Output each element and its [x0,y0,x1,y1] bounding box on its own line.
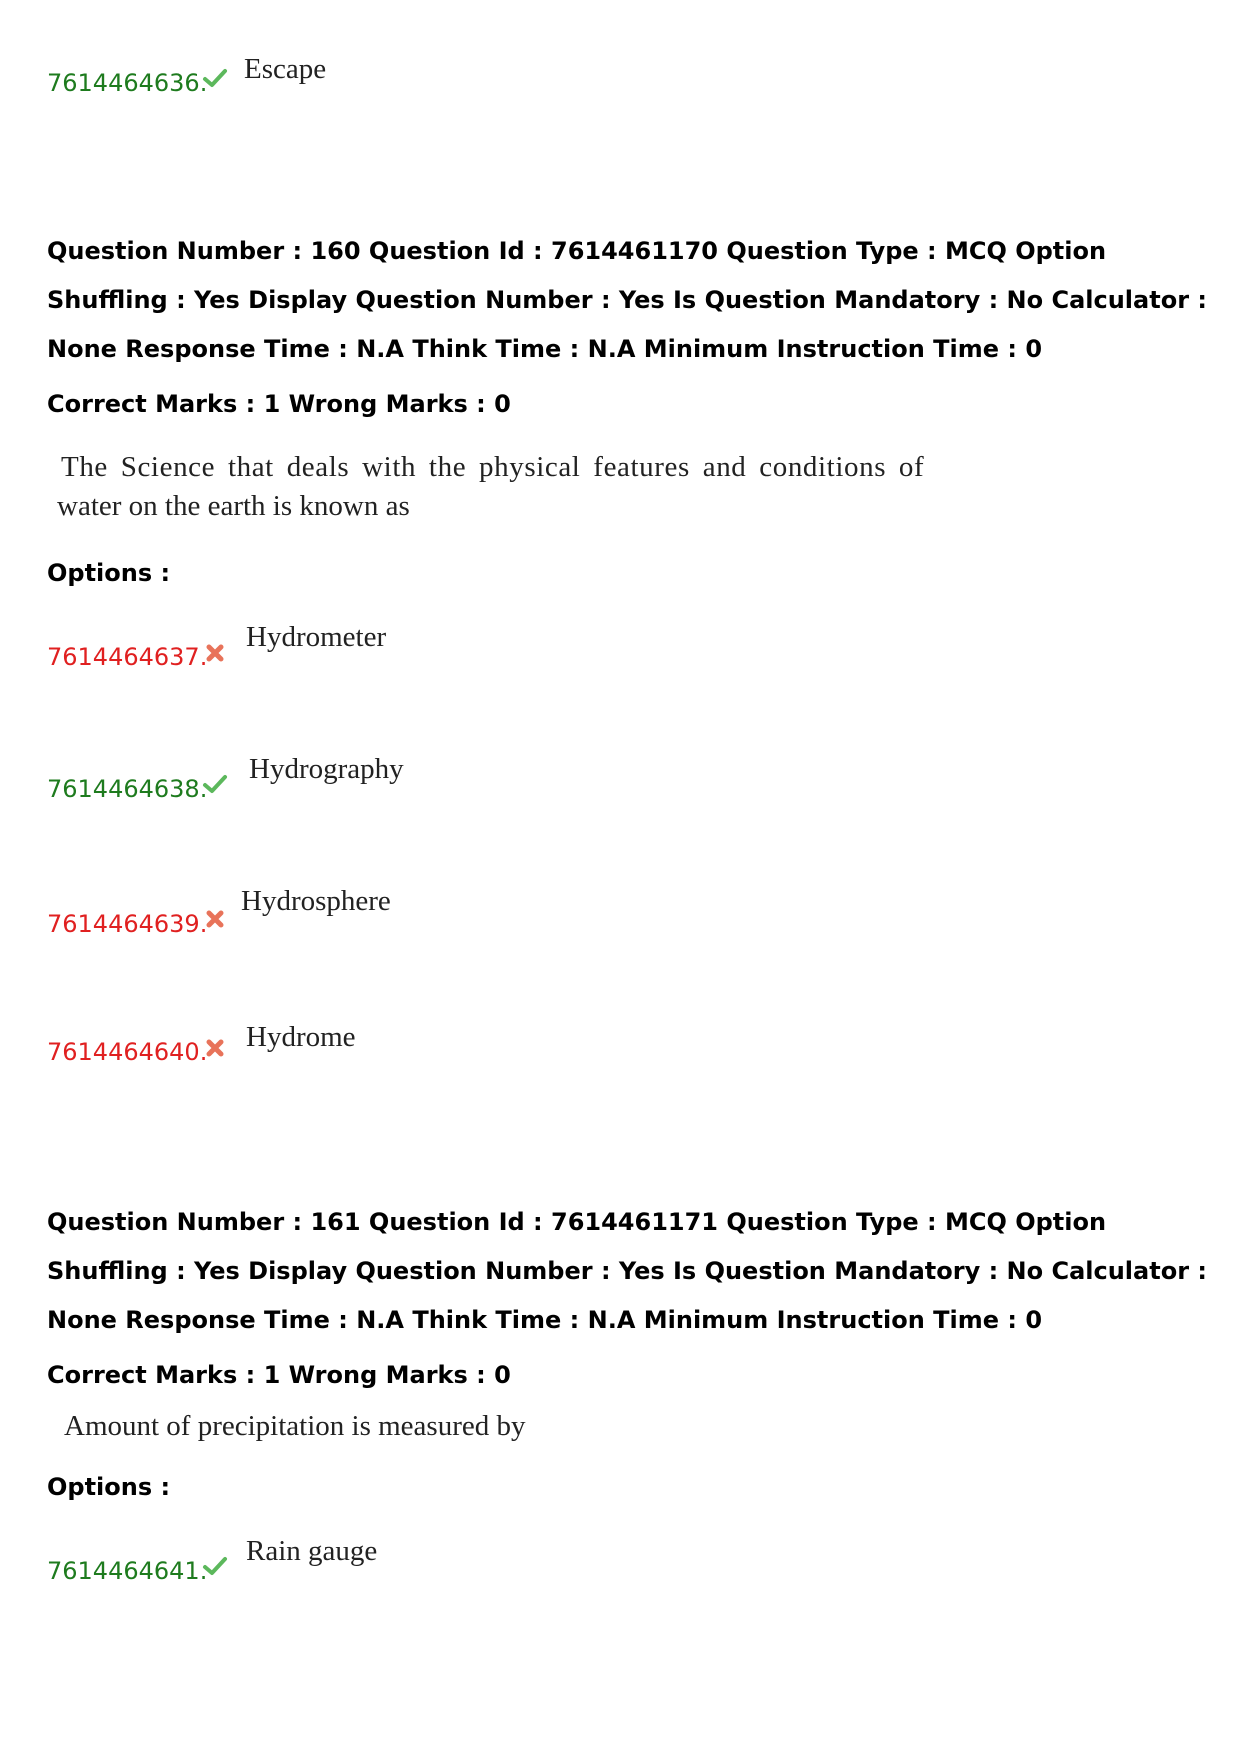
options-label: Options : [47,1473,171,1501]
option-text: Hydrography [249,753,404,785]
question-stem-line: Amount of precipitation is measured by [64,1410,526,1442]
option-text: Hydrosphere [241,885,391,917]
option-text: Hydrometer [246,621,387,653]
question-marks: Correct Marks : 1 Wrong Marks : 0 [47,1361,511,1389]
question-meta: Question Number : 160 Question Id : 7614461170 Question Type : MCQ Option Shuffling : Yes Display Question Number : Yes Is Question Mandatory : No Calculator : None Response Time : N.A Think Time : N.A Minimum Instruction Time : 0 [47,237,1207,363]
question-stem-line: water on the earth is known as [57,490,410,522]
check-mark-icon [202,65,228,91]
cross-mark-icon [202,906,228,932]
option-id: 7614464640. [47,1038,208,1066]
check-mark-icon [202,1553,228,1579]
option-text: Escape [244,53,327,85]
option-id: 7614464639. [47,910,208,938]
option-text: Rain gauge [246,1535,378,1567]
option-id: 7614464637. [47,643,208,671]
check-mark-icon [202,771,228,797]
option-id: 7614464641. [47,1557,208,1585]
question-marks: Correct Marks : 1 Wrong Marks : 0 [47,390,511,418]
options-label: Options : [47,559,171,587]
cross-mark-icon [202,1035,228,1061]
question-stem-line: The Science that deals with the physical features and conditions of [61,451,925,483]
cross-mark-icon [202,640,228,666]
question-meta: Question Number : 161 Question Id : 7614461171 Question Type : MCQ Option Shuffling : Yes Display Question Number : Yes Is Question Mandatory : No Calculator : None Response Time : N.A Think Time : N.A Minimum Instruction Time : 0 [47,1208,1207,1334]
option-id: 7614464638. [47,775,208,803]
option-text: Hydrome [246,1021,356,1053]
option-id: 7614464636. [47,69,208,97]
